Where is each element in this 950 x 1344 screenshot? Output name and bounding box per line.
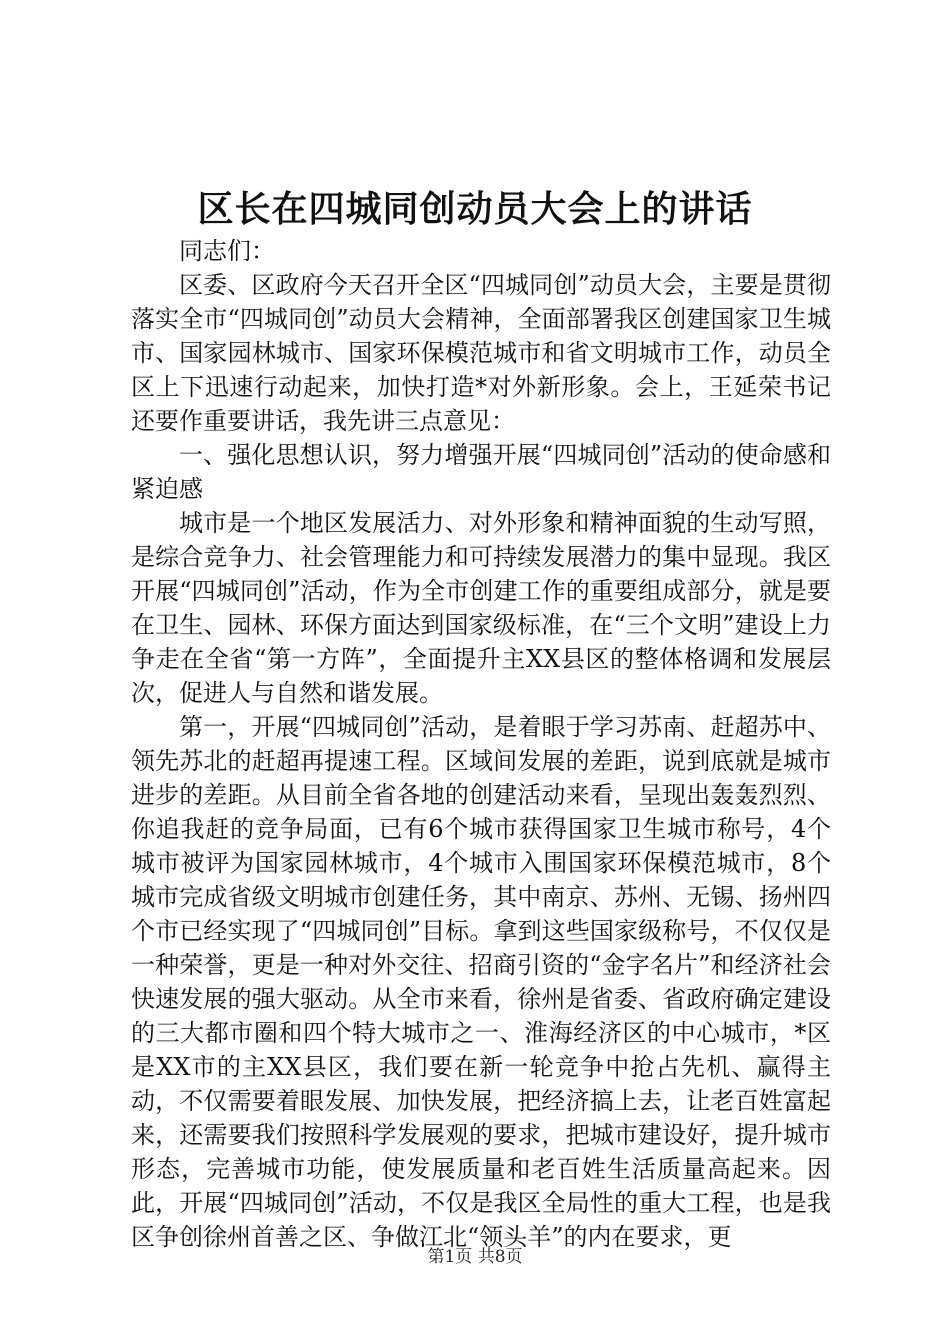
document-body bbox=[131, 234, 831, 1254]
document-title: 区长在四城同创动员大会上的讲话 bbox=[197, 188, 753, 230]
section-heading-one: 一、强化思想认识，努力增强开展“四城同创”活动的使命感和紧迫感 bbox=[131, 441, 831, 503]
paragraph-first-point: 第一，开展“四城同创”活动，是着眼于学习苏南、赶超苏中、领先苏北的赶超再提速工程。区域间发展的差距，说到底就是城市进步的差距。从目前全省各地的创建活动来看，呈现出轰轰烈烈、你追我赶的竞争局面，已有6个城市获得国家卫生城市称号，4个城市被评为国家园林城市，4个城市入围国家环保模范城市，8个城市完成省级文明城市创建任务，其中南京、苏州、无锡、扬州四个市已经实现了“四城同创”目标。拿到这些国家级称号，不仅仅是一种荣誉，更是一种对外交往、招商引资的“金字名片”和经济社会快速发展的强大驱动。从全市来看，徐州是省委、省政府确定建设的三大都市圈和四个特大城市之一、淮海经济区的中心城市，*区是XX市的主XX县区，我们要在新一轮竞争中抢占先机、赢得主动，不仅需要着眼发展、加快发展，把经济搞上去，让老百姓富起来，还需要我们按照科学发展观的要求，把城市建设好，提升城市形态，完善城市功能，使发展质量和老百姓生活质量高起来。因此，开展“四城同创”活动，不仅是我区全局性的重大工程，也是我区争创徐州首善之区、争做江北“领头羊”的内在要求，更 bbox=[131, 713, 831, 1251]
paragraph-intro: 区委、区政府今天召开全区“四城同创”动员大会，主要是贯彻落实全市“四城同创”动员大会精神，全面部署我区创建国家卫生城市、国家园林城市、国家环保模范城市和省文明城市工作，动员全区上下迅速行动起来，加快打造*对外新形象。会上，王延荣书记还要作重要讲话，我先讲三点意见： bbox=[131, 271, 831, 435]
salutation: 同志们： bbox=[179, 237, 275, 265]
page-footer: 第1页 共8页 bbox=[427, 1247, 523, 1267]
paragraph-city-significance: 城市是一个地区发展活力、对外形象和精神面貌的生动写照，是综合竞争力、社会管理能力和可持续发展潜力的集中显现。我区开展“四城同创”活动，作为全市创建工作的重要组成部分，就是要在卫生、园林、环保方面达到国家级标准，在“三个文明”建设上力争走在全省“第一方阵”，全面提升主XX县区的整体格调和发展层次，促进人与自然和谐发展。 bbox=[131, 509, 831, 707]
